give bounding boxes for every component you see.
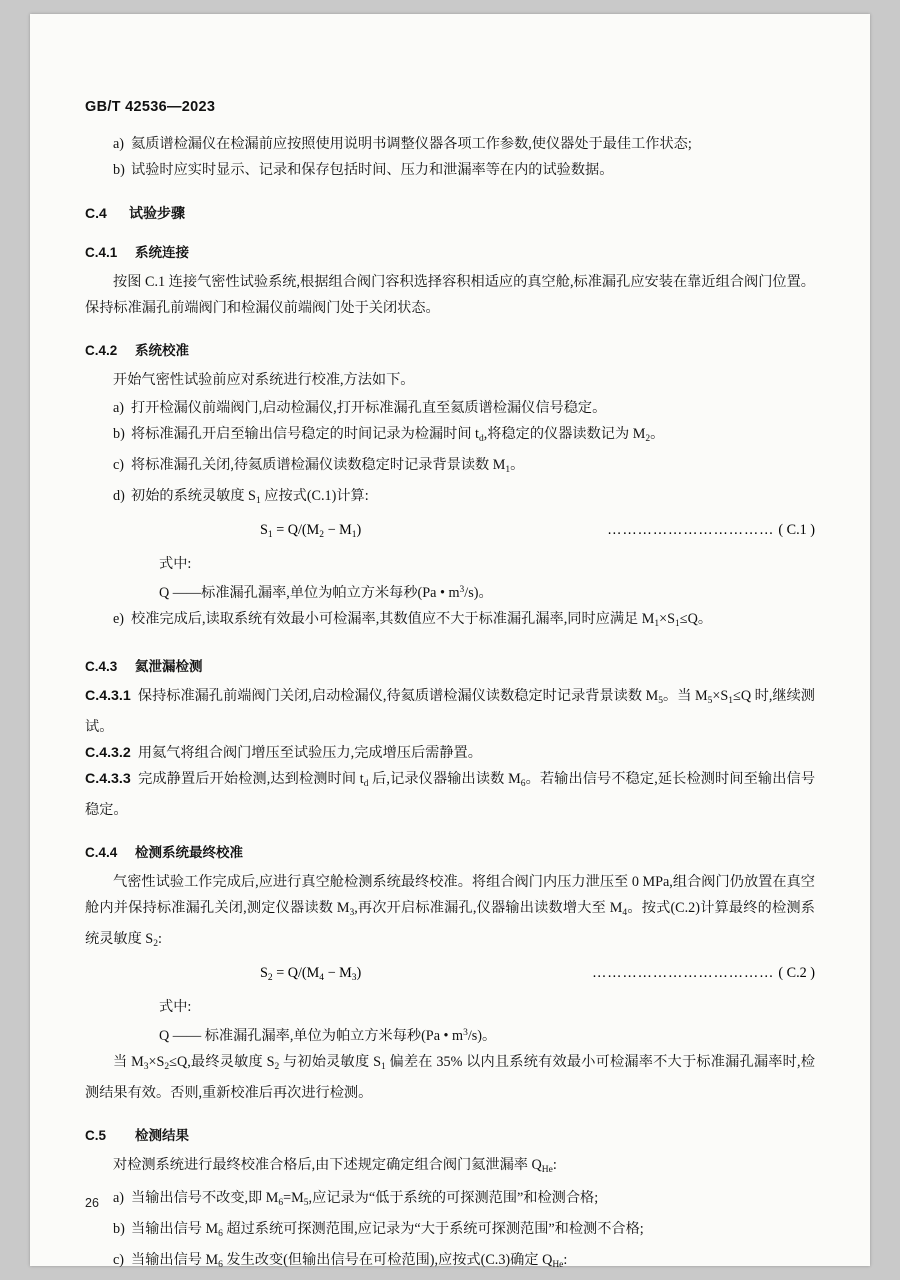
heading-number: C.4.3 xyxy=(85,659,118,674)
paragraph-c42: 开始气密性试验前应对系统进行校准,方法如下。 xyxy=(113,372,415,388)
heading-c43 xyxy=(85,655,815,675)
clause-number: C.4.3.1 xyxy=(85,688,131,704)
heading-c42 xyxy=(85,339,815,359)
list-item xyxy=(85,131,815,157)
heading-number: C.5 xyxy=(85,1128,107,1143)
heading-title: 检测系统最终校准 xyxy=(135,845,243,860)
list-marker: c) xyxy=(113,457,125,473)
list-item xyxy=(85,157,815,183)
c42-list-e xyxy=(85,606,815,637)
list-text: 初始的系统灵敏度 $S_1$ 应按式(C.1)计算: xyxy=(131,488,369,506)
list-text: 当输出信号 $M_6$ 超过系统可探测范围,应记录为“大于系统可探测范围”和检测不合格; xyxy=(131,1221,644,1239)
page-content xyxy=(85,99,815,1278)
formula-symbol-definition: Q ——标准漏孔漏率,单位为帕立方米每秒(Pa • $m^3/s$)。 xyxy=(159,585,493,601)
list-text: 校准完成后,读取系统有效最小可检漏率,其数值应不大于标准漏孔漏率,同时应满足 $M_1\times S_1\le Q$。 xyxy=(131,611,713,629)
list-text: 试验时应实时显示、记录和保存包括时间、压力和泄漏率等在内的试验数据。 xyxy=(131,162,614,178)
list-text: 将标准漏孔关闭,待氦质谱检漏仪读数稳定时记录背景读数 $M_1$。 xyxy=(131,457,525,475)
clause-text: 保持标准漏孔前端阀门关闭,启动检漏仪,待氦质谱检漏仪读数稳定时记录背景读数 $M_5$。当 $M_5\times S_1\le Q$ 时,继续测试。 xyxy=(85,688,815,735)
list-marker: d) xyxy=(113,488,125,504)
heading-number: C.4.2 xyxy=(85,343,118,358)
heading-title: 氦泄漏检测 xyxy=(135,659,203,674)
heading-c41 xyxy=(85,241,815,261)
list-item xyxy=(85,1247,815,1278)
c42-list xyxy=(85,395,815,514)
heading-number: C.4 xyxy=(85,205,107,221)
list-marker: b) xyxy=(113,1221,125,1237)
list-marker: c) xyxy=(113,1252,125,1268)
formula-c2 xyxy=(85,959,815,992)
heading-title: 检测结果 xyxy=(135,1128,189,1143)
heading-c5 xyxy=(85,1124,815,1144)
heading-number: C.4.1 xyxy=(85,245,118,260)
list-text: 当输出信号 $M_6$ 发生改变(但输出信号在可检范围),应按式(C.3)确定 $Q_{He}$: xyxy=(131,1252,568,1270)
list-item xyxy=(85,483,815,514)
list-marker: e) xyxy=(113,611,125,627)
list-item xyxy=(85,395,815,421)
list-item xyxy=(85,1185,815,1216)
clause-number: C.4.3.3 xyxy=(85,771,131,787)
formula-leader: ……………………………… xyxy=(592,965,775,981)
list-marker: a) xyxy=(113,1190,125,1206)
list-text: 氦质谱检漏仪在检漏前应按照使用说明书调整仪器各项工作参数,使仪器处于最佳工作状态; xyxy=(131,136,692,152)
list-item xyxy=(85,606,815,637)
formula-c1 xyxy=(85,516,815,549)
top-list xyxy=(85,131,815,183)
formula-number: ( C.2 ) xyxy=(778,965,815,981)
list-text: 打开检漏仪前端阀门,启动检漏仪,打开标准漏孔直至氦质谱检漏仪信号稳定。 xyxy=(131,400,607,416)
formula-body: $S_1 = Q/(M_2 - M_1)$ xyxy=(260,522,362,540)
paragraph-c5: 对检测系统进行最终校准合格后,由下述规定确定组合阀门氦泄漏率 $Q_{He}$: xyxy=(113,1157,557,1175)
list-marker: a) xyxy=(113,136,125,152)
list-text: 将标准漏孔开启至输出信号稳定的时间记录为检漏时间 $t_d$,将稳定的仪器读数记为 $M_2$。 xyxy=(131,426,665,444)
paragraph-c432 xyxy=(85,740,815,766)
formula-body: $S_2 = Q/(M_4 - M_3)$ xyxy=(260,965,362,983)
paragraph-c44: 气密性试验工作完成后,应进行真空舱检测系统最终校准。将组合阀门内压力泄压至 0 MPa,组合阀门仍放置在真空舱内并保持标准漏孔关闭,测定仪器读数 $M_3$,再次开启标准漏孔,仪器输出读数增大至 $M_4$。按式(C.2)计算最终的检测系统灵敏度 $S_2$: xyxy=(85,874,815,949)
standard-number-header: GB/T 42536—2023 xyxy=(85,99,216,115)
clause-text: 完成静置后开始检测,达到检测时间 $t_d$ 后,记录仪器输出读数 $M_6$。若输出信号不稳定,延长检测时间至输出信号稳定。 xyxy=(85,771,816,818)
list-item xyxy=(85,421,815,452)
heading-c44 xyxy=(85,841,815,861)
clause-text: 用氦气将组合阀门增压至试验压力,完成增压后需静置。 xyxy=(137,745,482,761)
formula-number: ( C.1 ) xyxy=(778,522,815,538)
page-number: 26 xyxy=(85,1196,99,1210)
clause-number: C.4.3.2 xyxy=(85,745,131,761)
paragraph-c44-closing: 当 $M_3\times S_2\le Q$,最终灵敏度 $S_2$ 与初始灵敏度 $S_1$ 偏差在 35% 以内且系统有效最小可检漏率不大于标准漏孔漏率时,检测结果有效。否则,重新校准后再次进行检测。 xyxy=(85,1054,815,1101)
list-marker: b) xyxy=(113,426,125,442)
heading-number: C.4.4 xyxy=(85,845,118,860)
heading-title: 试验步骤 xyxy=(129,205,185,221)
heading-title: 系统连接 xyxy=(135,245,189,260)
list-item xyxy=(85,1216,815,1247)
list-item xyxy=(85,452,815,483)
formula-where-label: 式中: xyxy=(159,556,192,572)
formula-where-label-c2: 式中: xyxy=(159,999,192,1015)
paragraph-c433 xyxy=(85,766,815,823)
heading-c4 xyxy=(85,203,815,223)
paragraph-c41: 按图 C.1 连接气密性试验系统,根据组合阀门容积选择容积相适应的真空舱,标准漏孔应安装在靠近组合阀门位置。保持标准漏孔前端阀门和检漏仪前端阀门处于关闭状态。 xyxy=(85,274,815,316)
paragraph-c431 xyxy=(85,683,815,740)
document-page xyxy=(30,14,870,1270)
formula-leader: …………………………… xyxy=(607,522,775,538)
list-marker: a) xyxy=(113,400,125,416)
formula-symbol-definition-c2: Q —— 标准漏孔漏率,单位为帕立方米每秒(Pa • $m^3/s$)。 xyxy=(159,1028,497,1044)
list-text: 当输出信号不改变,即 $M_6=M_5$,应记录为“低于系统的可探测范围”和检测合格; xyxy=(131,1190,599,1208)
list-marker: b) xyxy=(113,162,125,178)
heading-title: 系统校准 xyxy=(135,343,189,358)
c5-list xyxy=(85,1185,815,1278)
